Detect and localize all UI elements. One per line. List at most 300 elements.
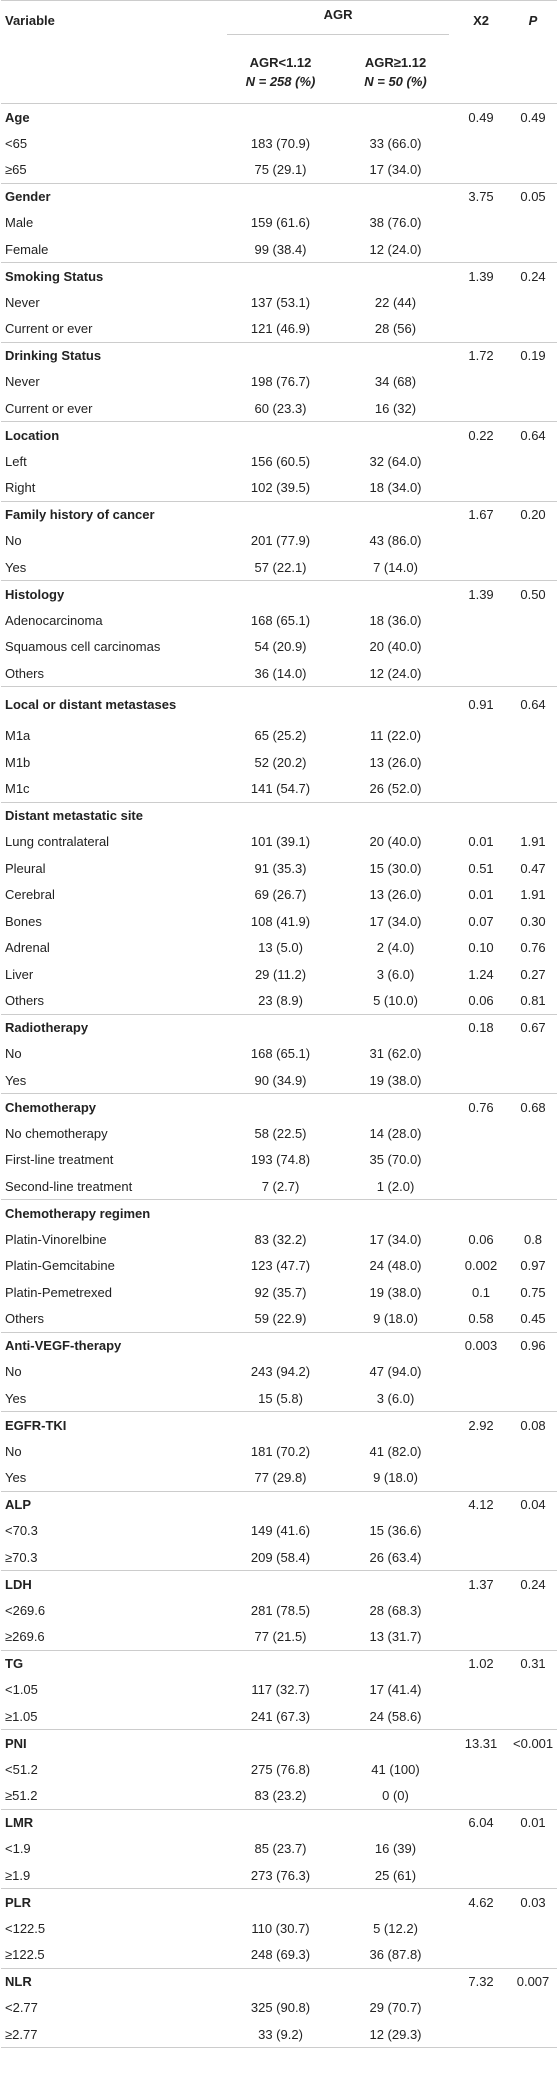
- x2-value: [453, 1783, 509, 1810]
- table-row: [1, 1147, 557, 1174]
- row-label: ≥2.77: [1, 2021, 223, 2048]
- group-high-value: 1 (2.0): [376, 1178, 415, 1194]
- table-row: [1, 855, 557, 882]
- x2-value: 0.01: [468, 834, 494, 850]
- p-value: 0.08: [509, 1412, 557, 1439]
- p-value: [509, 607, 557, 634]
- group-low-value: 123 (47.7): [250, 1258, 311, 1274]
- group-low-value: 75 (29.1): [254, 162, 307, 177]
- row-label: Anti-VEGF-therapy: [1, 1332, 223, 1359]
- x2-value: 13.31: [453, 1730, 509, 1757]
- group-low-value: 193 (74.8): [250, 1152, 311, 1168]
- group-low-value: 7 (2.7): [261, 1178, 300, 1194]
- p-value: 0.27: [520, 966, 546, 982]
- group-high-value: [338, 1809, 453, 1836]
- group-low-value: 58 (22.5): [254, 1125, 307, 1141]
- p-value: 0.31: [509, 1650, 557, 1677]
- category-row: [1, 1889, 557, 1916]
- p-value: 1.91: [520, 834, 546, 850]
- x2-value: 7.32: [453, 1968, 509, 1995]
- x2-value: [453, 1385, 509, 1412]
- group-high-value: [338, 1889, 453, 1916]
- x2-value: [453, 1862, 509, 1889]
- group-high-value: 43 (86.0): [369, 533, 422, 549]
- group-low-value: [223, 1094, 338, 1121]
- group-high-value: 13 (26.0): [369, 754, 422, 770]
- p-value: 0.007: [509, 1968, 557, 1995]
- x2-value: [453, 1518, 509, 1545]
- x2-value: [453, 749, 509, 776]
- group-low-value: 168 (65.1): [250, 612, 311, 628]
- row-label: Smoking Status: [1, 263, 223, 290]
- row-label: PLR: [1, 1889, 223, 1916]
- group-low-value: [223, 687, 338, 723]
- x2-value: 1.67: [453, 501, 509, 528]
- group-low-value: 65 (25.2): [254, 728, 307, 744]
- group-high-value: 22 (44): [374, 294, 417, 310]
- p-value: 0.8: [523, 1231, 543, 1247]
- group-high-value: [338, 501, 453, 528]
- x2-value: [453, 802, 509, 829]
- table-row: [1, 1226, 557, 1253]
- row-label: NLR: [1, 1968, 223, 1995]
- x2-value: [453, 448, 509, 475]
- group-high-value: 18 (36.0): [369, 612, 422, 628]
- x2-value: [453, 1915, 509, 1942]
- group-low-value: [223, 501, 338, 528]
- x2-value: 0.01: [468, 887, 494, 903]
- group-high-value: [338, 581, 453, 608]
- row-label: No: [5, 1046, 22, 1062]
- table-row: [1, 829, 557, 856]
- x2-value: [453, 369, 509, 396]
- row-label: <269.6: [5, 1602, 46, 1618]
- x2-value: 0.1: [471, 1284, 491, 1300]
- group-high-value: [338, 183, 453, 210]
- x2-value: 1.02: [453, 1650, 509, 1677]
- x2-value: [453, 1703, 509, 1730]
- row-label: Bones: [5, 913, 42, 929]
- row-label: Lung contralateral: [5, 834, 110, 850]
- table-row: [1, 554, 557, 581]
- group-low-value: [223, 1889, 338, 1916]
- group-low-value: [223, 581, 338, 608]
- group-low-value: 243 (94.2): [250, 1364, 311, 1380]
- group-high-value: 3 (6.0): [376, 1390, 415, 1406]
- table-row: [1, 1836, 557, 1863]
- group-high-value: [338, 1730, 453, 1757]
- x2-value: [453, 1544, 509, 1571]
- p-value: [509, 1783, 557, 1810]
- row-label: ≥1.05: [5, 1708, 38, 1724]
- group-low-value: 85 (23.7): [254, 1841, 307, 1857]
- row-label: Adenocarcinoma: [5, 612, 103, 628]
- group-low-value: 137 (53.1): [250, 294, 311, 310]
- table-row: [1, 660, 557, 687]
- p-value: 0.50: [509, 581, 557, 608]
- row-label: Yes: [5, 1072, 27, 1088]
- group-high-value: [338, 104, 453, 131]
- row-label: LDH: [1, 1571, 223, 1598]
- row-label: ≥70.3: [5, 1549, 38, 1565]
- group-high-value: 17 (41.4): [369, 1682, 422, 1698]
- row-label: Male: [5, 215, 34, 231]
- group-low-value: 110 (30.7): [251, 1920, 310, 1936]
- category-row: [1, 1014, 557, 1041]
- group-high-value: 7 (14.0): [373, 559, 418, 575]
- group-low-value: [223, 1332, 338, 1359]
- group-high-value: 12 (24.0): [369, 665, 422, 681]
- group-high-value: 20 (40.0): [369, 639, 422, 655]
- p-value: [509, 723, 557, 750]
- p-value: [509, 316, 557, 343]
- row-label: Adrenal: [5, 940, 50, 956]
- row-label: Platin-Vinorelbine: [5, 1231, 107, 1247]
- category-row: [1, 1730, 557, 1757]
- p-value: [509, 1120, 557, 1147]
- group-high-value: 28 (56): [374, 321, 417, 336]
- group-low-value: [223, 422, 338, 449]
- group-high-value: [338, 1014, 453, 1041]
- row-label: Female: [5, 241, 49, 257]
- group-low-value: 149 (41.6): [250, 1523, 311, 1539]
- row-label: No: [5, 1364, 22, 1380]
- category-row: [1, 1809, 557, 1836]
- x2-value: [453, 1836, 509, 1863]
- row-label: No: [5, 1443, 22, 1459]
- category-row: [1, 1412, 557, 1439]
- group-high-value: 35 (70.0): [369, 1152, 422, 1168]
- x2-value: [453, 607, 509, 634]
- x2-value: [453, 210, 509, 237]
- table-row: [1, 1067, 557, 1094]
- p-value: 0.67: [509, 1014, 557, 1041]
- row-label: Yes: [5, 1390, 27, 1406]
- p-value: [509, 1942, 557, 1969]
- x2-value: 0.10: [468, 940, 494, 956]
- row-label: Others: [5, 665, 45, 681]
- table-row: [1, 236, 557, 263]
- group-high-value: 29 (70.7): [369, 2000, 422, 2016]
- category-row: [1, 183, 557, 210]
- group-low-value: 92 (35.7): [254, 1284, 307, 1300]
- group-low-value: 77 (29.8): [254, 1470, 307, 1485]
- category-row: [1, 1200, 557, 1227]
- group-low-value: 273 (76.3): [250, 1867, 311, 1883]
- category-row: [1, 1968, 557, 1995]
- table-row: [1, 316, 557, 343]
- p-value: [509, 2021, 557, 2048]
- row-label: Never: [5, 294, 40, 310]
- p-value: [509, 660, 557, 687]
- group-high-value: 13 (31.7): [369, 1629, 422, 1644]
- row-label: Location: [1, 422, 223, 449]
- group-high-value: [338, 1200, 453, 1227]
- group-high-value: 26 (63.4): [369, 1549, 422, 1565]
- group-low-value: [223, 342, 338, 369]
- row-label: <1.05: [5, 1682, 38, 1698]
- row-label: LMR: [1, 1809, 223, 1836]
- group-high-value: 12 (24.0): [369, 241, 422, 257]
- x2-value: 1.37: [453, 1571, 509, 1598]
- table-row: [1, 1306, 557, 1333]
- row-label: Left: [5, 453, 27, 469]
- table-row: [1, 1465, 557, 1492]
- group-high-value: 33 (66.0): [369, 135, 422, 151]
- agr-header: [223, 1, 453, 42]
- row-label: First-line treatment: [5, 1152, 114, 1168]
- table-row: [1, 723, 557, 750]
- x2-value: 0.06: [468, 993, 494, 1008]
- x2-value: [453, 2021, 509, 2048]
- table-row: [1, 210, 557, 237]
- group-low-value: 275 (76.8): [250, 1761, 311, 1777]
- table-row: [1, 988, 557, 1015]
- table-row: [1, 749, 557, 776]
- row-label: Histology: [1, 581, 223, 608]
- group-high-value: 19 (38.0): [369, 1284, 422, 1300]
- x2-value: [453, 1756, 509, 1783]
- p-value: [509, 448, 557, 475]
- x2-value: 0.76: [453, 1094, 509, 1121]
- group-low-value: 77 (21.5): [254, 1629, 307, 1644]
- row-label: Cerebral: [5, 887, 55, 903]
- group-low-value: 281 (78.5): [250, 1602, 311, 1618]
- x2-value: [453, 776, 509, 803]
- x2-header: X2: [453, 1, 509, 104]
- table-row: [1, 1438, 557, 1465]
- x2-value: [453, 660, 509, 687]
- row-label: ALP: [1, 1491, 223, 1518]
- group-high-value: 13 (26.0): [369, 887, 422, 903]
- group-high-value: 17 (34.0): [369, 1231, 422, 1247]
- x2-value: 1.72: [453, 342, 509, 369]
- group-high-value: 20 (40.0): [369, 834, 422, 850]
- group-low-value: 69 (26.7): [254, 887, 307, 903]
- row-label: Squamous cell carcinomas: [5, 639, 161, 655]
- p-value: 0.04: [509, 1491, 557, 1518]
- x2-value: 0.49: [453, 104, 509, 131]
- group-low-value: 102 (39.5): [250, 480, 311, 495]
- x2-value: 0.18: [453, 1014, 509, 1041]
- table-row: [1, 1385, 557, 1412]
- row-label: Yes: [5, 1470, 27, 1485]
- group-low-value: 29 (11.2): [254, 966, 307, 982]
- group-high-value: [338, 1094, 453, 1121]
- category-row: [1, 802, 557, 829]
- group-high-value: 47 (94.0): [369, 1364, 422, 1380]
- group-low-value: 325 (90.8): [250, 2000, 311, 2016]
- x2-value: 6.04: [453, 1809, 509, 1836]
- x2-value: [453, 475, 509, 502]
- x2-value: [453, 1067, 509, 1094]
- row-label: Liver: [5, 966, 34, 982]
- group-low-value: 83 (32.2): [254, 1231, 307, 1247]
- group-low-value: 99 (38.4): [254, 241, 307, 257]
- group-high-value: 5 (12.2): [373, 1920, 418, 1936]
- x2-value: [453, 1942, 509, 1969]
- row-label: M1c: [5, 781, 30, 796]
- group-low-value: 117 (32.7): [251, 1682, 310, 1698]
- group-low-value: 248 (69.3): [250, 1947, 311, 1962]
- table-header: [1, 1, 557, 104]
- p-value: [509, 1385, 557, 1412]
- table-row: [1, 130, 557, 157]
- group-high-value: 15 (30.0): [369, 860, 422, 876]
- group-high-value: 26 (52.0): [369, 781, 422, 796]
- p-value: [509, 1067, 557, 1094]
- row-label: ≥269.6: [5, 1629, 45, 1644]
- p-value: [509, 528, 557, 555]
- group-high-value: 16 (39): [374, 1841, 417, 1857]
- p-value: [509, 1703, 557, 1730]
- table-row: [1, 1942, 557, 1969]
- category-row: [1, 687, 557, 723]
- p-value: 0.05: [509, 183, 557, 210]
- p-value: [509, 1359, 557, 1386]
- group-low-value: 181 (70.2): [250, 1443, 311, 1459]
- x2-value: 0.22: [453, 422, 509, 449]
- p-value: 0.03: [509, 1889, 557, 1916]
- row-label: ≥1.9: [5, 1867, 31, 1883]
- group-low-value: 23 (8.9): [258, 993, 303, 1008]
- group-low-value: 159 (61.6): [250, 215, 311, 231]
- group-low-value: [223, 802, 338, 829]
- group-low-value: 108 (41.9): [250, 913, 311, 929]
- table-row: [1, 2021, 557, 2048]
- p-value: 0.96: [509, 1332, 557, 1359]
- row-label: Gender: [1, 183, 223, 210]
- row-label: Distant metastatic site: [1, 802, 223, 829]
- group-low-value: [223, 1014, 338, 1041]
- category-row: [1, 1094, 557, 1121]
- group-low-value: [223, 1650, 338, 1677]
- p-value: 0.81: [520, 993, 546, 1008]
- table-row: [1, 1173, 557, 1200]
- x2-value: [453, 1995, 509, 2022]
- group-low-value: 13 (5.0): [258, 940, 303, 956]
- group-high-value: [338, 1412, 453, 1439]
- table-row: [1, 1120, 557, 1147]
- row-label: Others: [5, 993, 45, 1008]
- x2-value: 0.06: [468, 1231, 494, 1247]
- p-value: [509, 210, 557, 237]
- x2-value: 3.75: [453, 183, 509, 210]
- group-low-value: 52 (20.2): [254, 754, 307, 770]
- category-row: [1, 1571, 557, 1598]
- group-high-value: 24 (58.6): [369, 1708, 422, 1724]
- p-value: [509, 289, 557, 316]
- x2-value: [453, 554, 509, 581]
- group-low-value: 91 (35.3): [254, 860, 307, 876]
- group-low-value: 60 (23.3): [254, 400, 307, 416]
- group-low-value: 57 (22.1): [254, 559, 307, 575]
- group-low-value: [223, 1730, 338, 1757]
- group-low-value: 241 (67.3): [250, 1708, 311, 1724]
- group-high-value: [338, 1571, 453, 1598]
- x2-value: 0.58: [468, 1311, 494, 1326]
- category-row: [1, 422, 557, 449]
- row-label: ≥51.2: [5, 1788, 38, 1803]
- category-row: [1, 501, 557, 528]
- group-high-value: 41 (82.0): [369, 1443, 422, 1459]
- p-value: 0.97: [520, 1258, 546, 1274]
- group-low-value: [223, 1200, 338, 1227]
- x2-value: 1.39: [453, 581, 509, 608]
- group-high-value: 32 (64.0): [369, 453, 422, 469]
- table-row: [1, 607, 557, 634]
- x2-value: [453, 1359, 509, 1386]
- group-low-value: 36 (14.0): [254, 665, 307, 681]
- group-low-value: [223, 1491, 338, 1518]
- x2-value: [453, 395, 509, 422]
- group-high-value: 31 (62.0): [369, 1046, 422, 1062]
- data-table: [1, 0, 557, 2048]
- row-label: Second-line treatment: [5, 1178, 133, 1194]
- table-row: [1, 369, 557, 396]
- row-label: PNI: [1, 1730, 223, 1757]
- x2-value: [453, 1465, 509, 1492]
- p-value: [509, 475, 557, 502]
- group-high-value: 0 (0): [382, 1788, 409, 1803]
- table-row: [1, 1703, 557, 1730]
- group-high-value: [338, 342, 453, 369]
- x2-value: [453, 1173, 509, 1200]
- group-high-value: [338, 263, 453, 290]
- p-value: [509, 236, 557, 263]
- group-high-value: 41 (100): [371, 1761, 420, 1777]
- p-value: [509, 1915, 557, 1942]
- group-low-value: 141 (54.7): [250, 781, 311, 796]
- p-value: [509, 369, 557, 396]
- x2-value: [453, 1147, 509, 1174]
- group-high-value: 15 (36.6): [369, 1523, 422, 1539]
- p-value: 0.20: [509, 501, 557, 528]
- group-low-value: [223, 263, 338, 290]
- group-high-value: 28 (68.3): [369, 1602, 422, 1618]
- group-low-value: 183 (70.9): [250, 135, 311, 151]
- x2-value: [453, 289, 509, 316]
- group-high-value: 14 (28.0): [369, 1125, 422, 1141]
- x2-value: [453, 1677, 509, 1704]
- group-high-value: [338, 687, 453, 723]
- group-low-value: [223, 183, 338, 210]
- row-label: Family history of cancer: [1, 501, 223, 528]
- p-value: [509, 554, 557, 581]
- p-value: [509, 1995, 557, 2022]
- p-value: 0.49: [509, 104, 557, 131]
- x2-value: [453, 1120, 509, 1147]
- header-row-top: [1, 1, 557, 42]
- group-low-value: 121 (46.9): [250, 321, 311, 336]
- category-row: [1, 1332, 557, 1359]
- group-high-value: 17 (34.0): [369, 162, 422, 177]
- x2-value: 0.91: [453, 687, 509, 723]
- group-high-value: [338, 1491, 453, 1518]
- group-high-line2: N = 50 (%): [364, 74, 427, 89]
- table-row: [1, 157, 557, 184]
- p-value: [509, 1173, 557, 1200]
- x2-value: [453, 634, 509, 661]
- p-value: [509, 1465, 557, 1492]
- table-row: [1, 961, 557, 988]
- group-high-value: [338, 802, 453, 829]
- category-row: [1, 1650, 557, 1677]
- x2-value: [453, 528, 509, 555]
- p-value: [509, 1597, 557, 1624]
- p-value: [509, 776, 557, 803]
- p-value: 0.68: [509, 1094, 557, 1121]
